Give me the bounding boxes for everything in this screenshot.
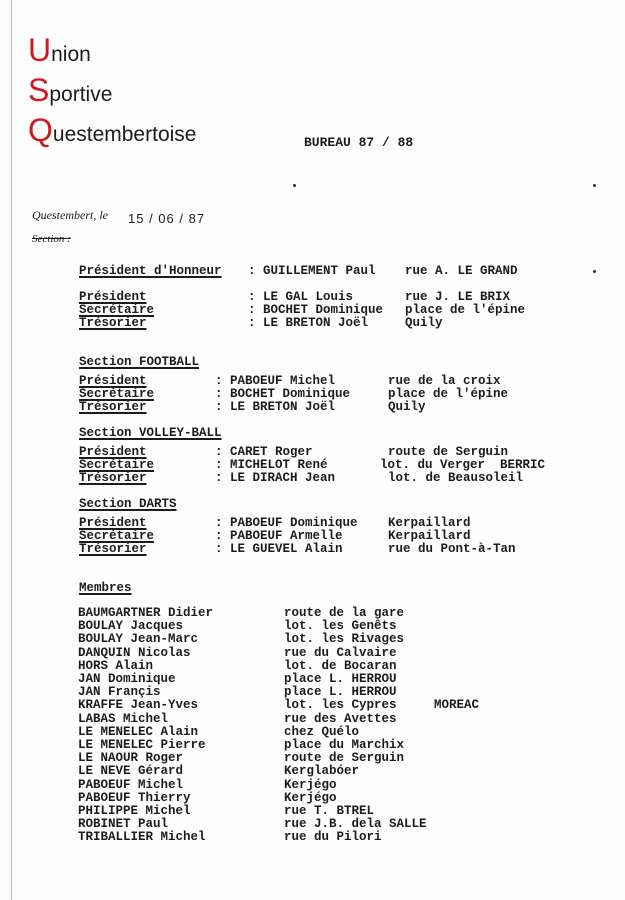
member-name: LE NEVE Gérard bbox=[78, 764, 184, 779]
address-secretaire: place de l'épine bbox=[405, 303, 526, 317]
member-address: lot. les Rivages bbox=[284, 632, 405, 647]
role-president: Président bbox=[79, 290, 147, 304]
volley-president-name: CARET Roger bbox=[230, 445, 313, 459]
section-volley-title: Section VOLLEY-BALL bbox=[79, 426, 222, 440]
member-name: HORS Alain bbox=[78, 658, 154, 673]
member-address: Kerjégo bbox=[284, 790, 337, 805]
member-address: lot. de Bocaran bbox=[284, 658, 397, 673]
darts-president-name: PABOEUF Dominique bbox=[230, 516, 358, 530]
member-name: BOULAY Jacques bbox=[78, 619, 184, 634]
football-president-name: PABOEUF Michel bbox=[230, 374, 336, 388]
member-address: lot. les Cypres MOREAC bbox=[284, 698, 480, 713]
volley-role-president: Président bbox=[79, 445, 147, 459]
member-address: Kerjégo bbox=[284, 777, 337, 792]
section-darts-title: Section DARTS bbox=[79, 497, 177, 511]
football-address-president: rue de la croix bbox=[388, 374, 501, 388]
letter-date: 15 / 06 / 87 bbox=[128, 211, 206, 226]
volley-name-secretaire: : MICHELOT René bbox=[215, 458, 328, 472]
member-name: KRAFFE Jean-Yves bbox=[78, 698, 199, 713]
margin-line bbox=[11, 0, 12, 900]
volley-name-tresorier: : LE DIRACH Jean bbox=[215, 471, 336, 485]
member-address: route de Serguin bbox=[284, 751, 405, 766]
member-name: PABOEUF Michel bbox=[78, 777, 184, 792]
member-name: LE MENELEC Pierre bbox=[78, 738, 206, 752]
member-name: TRIBALLIER Michel bbox=[78, 830, 206, 845]
president-name-text: LE GAL Louis bbox=[263, 290, 354, 304]
darts-role-president: Président bbox=[79, 516, 147, 530]
secretaire-name-text: BOCHET Dominique bbox=[263, 303, 384, 317]
club-logo bbox=[28, 30, 196, 150]
address-tresorier: Quily bbox=[405, 316, 443, 330]
football-name-president: : PABOEUF Michel bbox=[215, 374, 336, 388]
member-address: rue du Pilori bbox=[284, 830, 382, 845]
football-role-secretaire: Secrétaire bbox=[79, 387, 155, 401]
tresorier-name-text: LE BRETON Joël bbox=[263, 316, 369, 330]
struck-section-label: Section : bbox=[32, 233, 71, 245]
city-label: Questembert, le bbox=[32, 208, 108, 222]
darts-secretaire-name: PABOEUF Armelle bbox=[230, 529, 343, 543]
logo-initial-q: Q bbox=[28, 112, 53, 148]
darts-tresorier-name: LE GUEVEL Alain bbox=[230, 542, 343, 556]
member-name: PABOEUF Thierry bbox=[78, 790, 191, 805]
darts-role-secretaire: Secrétaire bbox=[79, 529, 155, 543]
member-name: PHILIPPE Michel bbox=[78, 804, 191, 818]
member-address: lot. les Genêts bbox=[284, 619, 397, 634]
football-role-tresorier: Trésorier bbox=[79, 400, 147, 414]
football-address-tresorier: Quily bbox=[388, 400, 426, 414]
logo-line-questembertoise bbox=[28, 110, 196, 150]
member-address: rue du Calvaire bbox=[284, 645, 397, 660]
football-role-president: Président bbox=[79, 374, 147, 388]
member-name: BOULAY Jean-Marc bbox=[78, 632, 199, 647]
speck bbox=[593, 184, 596, 187]
football-secretaire-name: BOCHET Dominique bbox=[230, 387, 351, 401]
member-name: LE NAOUR Roger bbox=[78, 751, 184, 766]
speck bbox=[293, 184, 296, 187]
darts-name-president: : PABOEUF Dominique bbox=[215, 516, 358, 530]
football-address-secretaire: place de l'épine bbox=[388, 387, 509, 401]
darts-name-secretaire: : PABOEUF Armelle bbox=[215, 529, 343, 543]
section-football-title: Section FOOTBALL bbox=[79, 355, 200, 369]
volley-tresorier-name: LE DIRACH Jean bbox=[230, 471, 336, 485]
logo-word-questembertoise: uestembertoise bbox=[52, 123, 197, 146]
logo-initial-u: U bbox=[28, 32, 52, 68]
darts-address-tresorier: rue du Pont-à-Tan bbox=[388, 542, 516, 556]
volley-address-tresorier: lot. de Beausoleil bbox=[388, 471, 524, 485]
name-president: : LE GAL Louis bbox=[248, 290, 354, 304]
darts-address-president: Kerpaillard bbox=[388, 516, 471, 530]
logo-line-union bbox=[28, 30, 196, 70]
name-secretaire: : BOCHET Dominique bbox=[248, 303, 384, 317]
member-address: Kerglabóer bbox=[284, 764, 360, 779]
logo-line-sportive bbox=[28, 70, 196, 110]
member-address: rue des Avettes bbox=[284, 711, 397, 726]
address-president: rue J. LE BRIX bbox=[405, 290, 511, 304]
member-address: chez Quélo bbox=[284, 724, 360, 739]
role-secretaire: Secrétaire bbox=[79, 303, 155, 317]
member-address: route de la gare bbox=[284, 606, 405, 620]
football-tresorier-name: LE BRETON Joël bbox=[230, 400, 336, 414]
volley-address-secretaire: lot. du Verger BERRIC bbox=[380, 458, 546, 472]
member-name: BAUMGARTNER Didier bbox=[78, 606, 214, 620]
membres-title: Membres bbox=[79, 581, 132, 595]
role-tresorier: Trésorier bbox=[79, 316, 147, 330]
football-name-tresorier: : LE BRETON Joël bbox=[215, 400, 336, 414]
member-address: rue J.B. dela SALLE bbox=[284, 817, 427, 832]
member-address: place du Marchix bbox=[284, 738, 405, 752]
speck bbox=[593, 270, 596, 273]
volley-role-secretaire: Secrétaire bbox=[79, 458, 155, 472]
name-tresorier: : LE BRETON Joël bbox=[248, 316, 369, 330]
honneur-name-text: GUILLEMENT Paul bbox=[263, 264, 376, 278]
football-name-secretaire: : BOCHET Dominique bbox=[215, 387, 351, 401]
member-name: DANQUIN Nicolas bbox=[78, 645, 191, 660]
member-name: LE MENELEC Alain bbox=[78, 724, 199, 739]
member-address: rue T. BTREL bbox=[284, 804, 375, 818]
member-name: LABAS Michel bbox=[78, 711, 169, 726]
darts-address-secretaire: Kerpaillard bbox=[388, 529, 471, 543]
volley-name-president: : CARET Roger bbox=[215, 445, 313, 459]
role-president-honneur: Président d'Honneur bbox=[79, 264, 222, 278]
address-president-honneur: rue A. LE GRAND bbox=[405, 264, 518, 278]
volley-address-president: route de Serguin bbox=[388, 445, 509, 459]
member-name: JAN Dominique bbox=[78, 672, 176, 686]
member-name: ROBINET Paul bbox=[78, 817, 169, 832]
logo-word-union: nion bbox=[51, 43, 91, 66]
volley-role-tresorier: Trésorier bbox=[79, 471, 147, 485]
logo-initial-s: S bbox=[28, 72, 50, 108]
darts-name-tresorier: : LE GUEVEL Alain bbox=[215, 542, 343, 556]
member-name: JAN Françis bbox=[78, 685, 161, 700]
darts-role-tresorier: Trésorier bbox=[79, 542, 147, 556]
bureau-title: BUREAU 87 / 88 bbox=[304, 135, 414, 150]
logo-word-sportive: portive bbox=[49, 83, 113, 106]
member-address: place L. HERROU bbox=[284, 672, 397, 686]
volley-secretaire-name: MICHELOT René bbox=[230, 458, 328, 472]
member-address: place L. HERROU bbox=[284, 685, 397, 700]
name-president-honneur: : GUILLEMENT Paul bbox=[248, 264, 376, 278]
